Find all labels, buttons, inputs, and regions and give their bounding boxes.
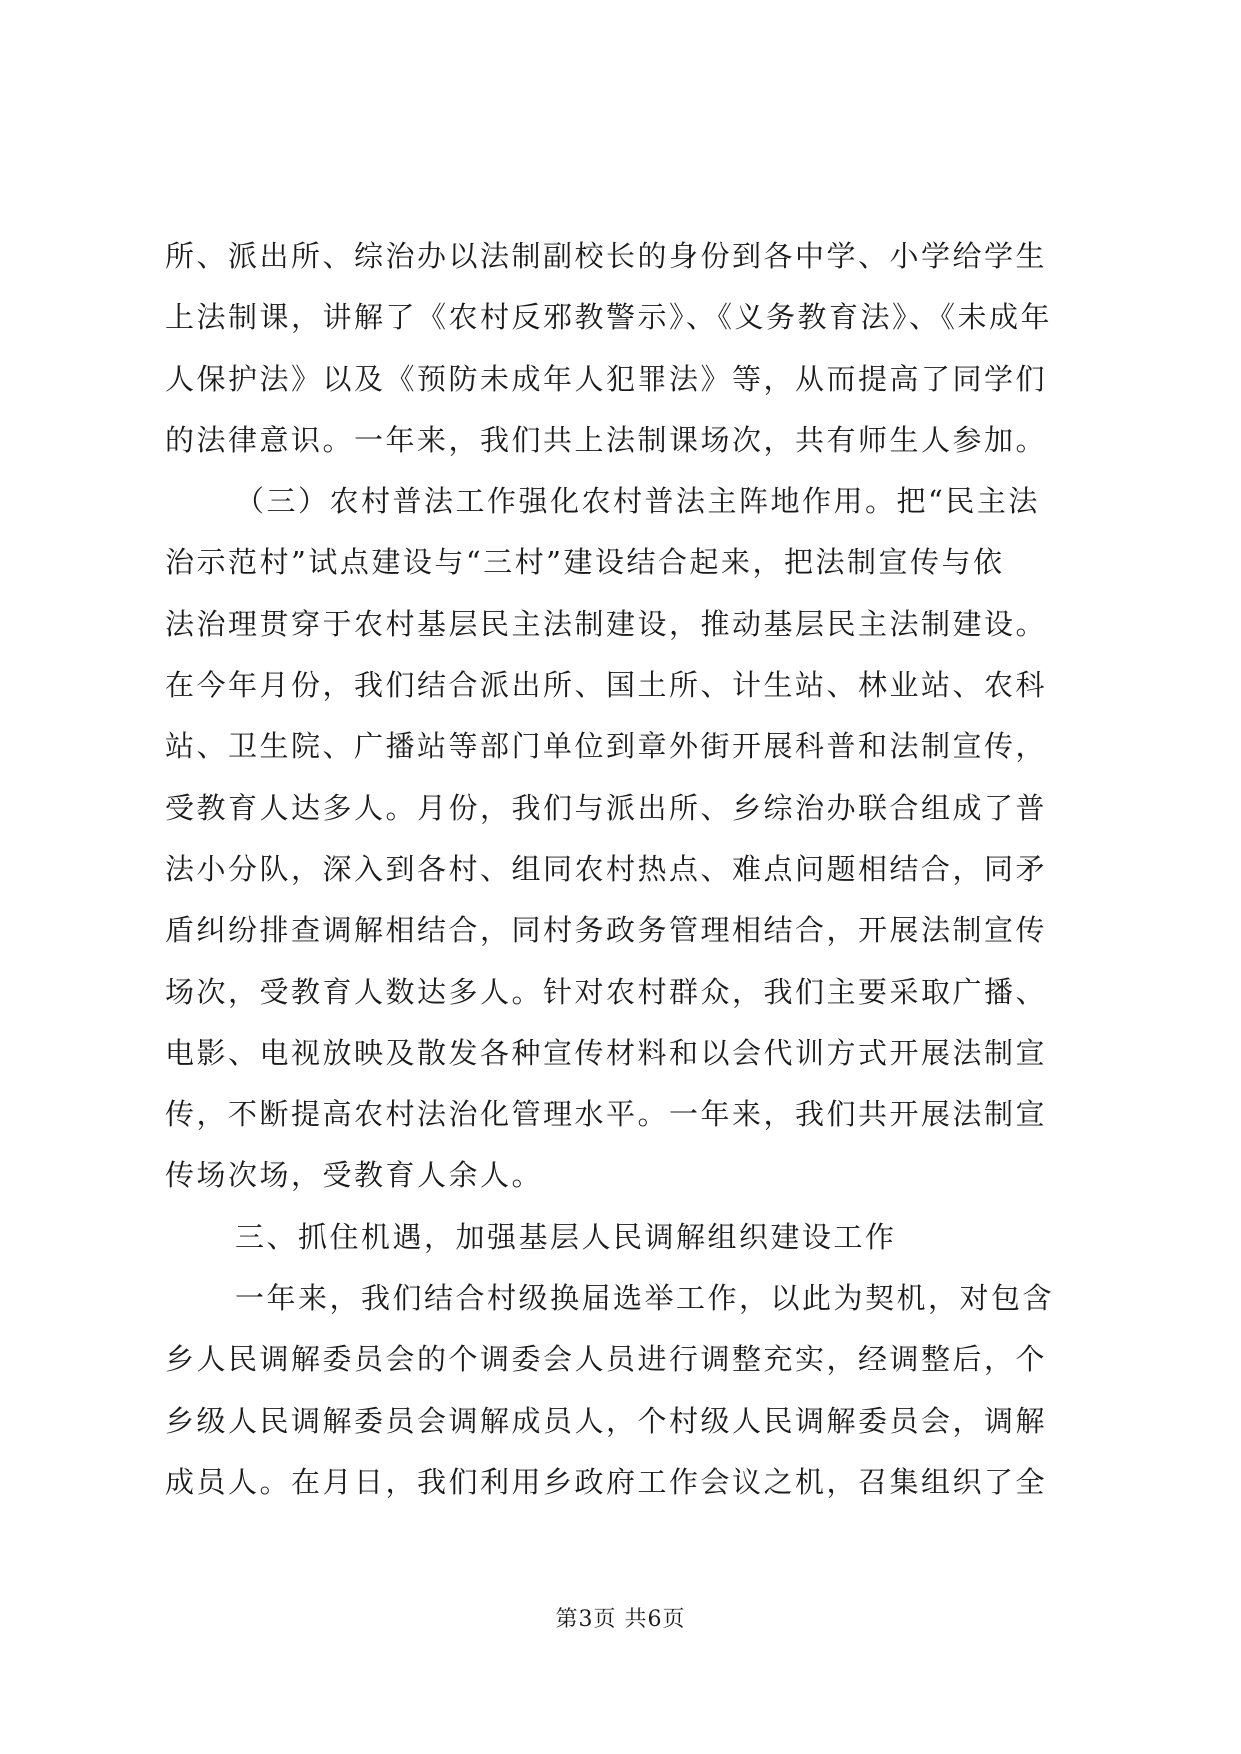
- text-line: 传场次场，受教育人余人。: [165, 1158, 544, 1193]
- page-footer: 第3页 共6页: [555, 1607, 686, 1632]
- text-line: 所、派出所、综治办以法制副校长的身份到各中学、小学给学生: [165, 239, 1048, 273]
- text-line: 场次，受教育人数达多人。针对农村群众，我们主要采取广播、: [165, 974, 1048, 1009]
- text-line: 成员人。在月日，我们利用乡政府工作会议之机，召集组织了全: [165, 1464, 1048, 1499]
- text-line: 人保护法》以及《预防未成年人犯罪法》等，从而提高了同学们: [165, 361, 1048, 396]
- text-line: 传，不断提高农村法治化管理水平。一年来，我们共开展法制宣: [165, 1097, 1048, 1132]
- text-line: 站、卫生院、广播站等部门单位到章外街开展科普和法制宣传，: [165, 729, 1048, 764]
- text-line: 受教育人达多人。月份，我们与派出所、乡综治办联合组成了普: [165, 790, 1048, 825]
- section-heading-line: （三）农村普法工作强化农村普法主阵地作用。把“民主法: [235, 484, 1040, 519]
- section-heading: 三、抓住机遇，加强基层人民调解组织建设工作: [235, 1219, 897, 1254]
- text-line: 的法律意识。一年来，我们共上法制课场次，共有师生人参加。: [165, 422, 1048, 457]
- text-line: 电影、电视放映及散发各种宣传材料和以会代训方式开展法制宣: [165, 1035, 1048, 1070]
- text-line: 上法制课，讲解了《农村反邪教警示》、《义务教育法》、《未成年: [165, 300, 1053, 335]
- text-line: 法治理贯穿于农村基层民主法制建设，推动基层民主法制建设。: [165, 606, 1048, 641]
- text-line: 盾纠纷排查调解相结合，同村务政务管理相结合，开展法制宣传: [165, 913, 1048, 948]
- text-line: 治示范村”试点建设与“三村”建设结合起来，把法制宣传与依: [165, 545, 1005, 580]
- text-line: 乡人民调解委员会的个调委会人员进行调整充实，经调整后，个: [165, 1342, 1048, 1377]
- text-line: 在今年月份，我们结合派出所、国土所、计生站、林业站、农科: [165, 668, 1048, 703]
- paragraph-start-line: 一年来，我们结合村级换届选举工作，以此为契机，对包含: [235, 1281, 1055, 1316]
- text-line: 法小分队，深入到各村、组同农村热点、难点问题相结合，同矛: [165, 851, 1048, 886]
- body-text: [165, 226, 1085, 1513]
- text-line: 乡级人民调解委员会调解成员人，个村级人民调解委员会，调解: [165, 1403, 1048, 1438]
